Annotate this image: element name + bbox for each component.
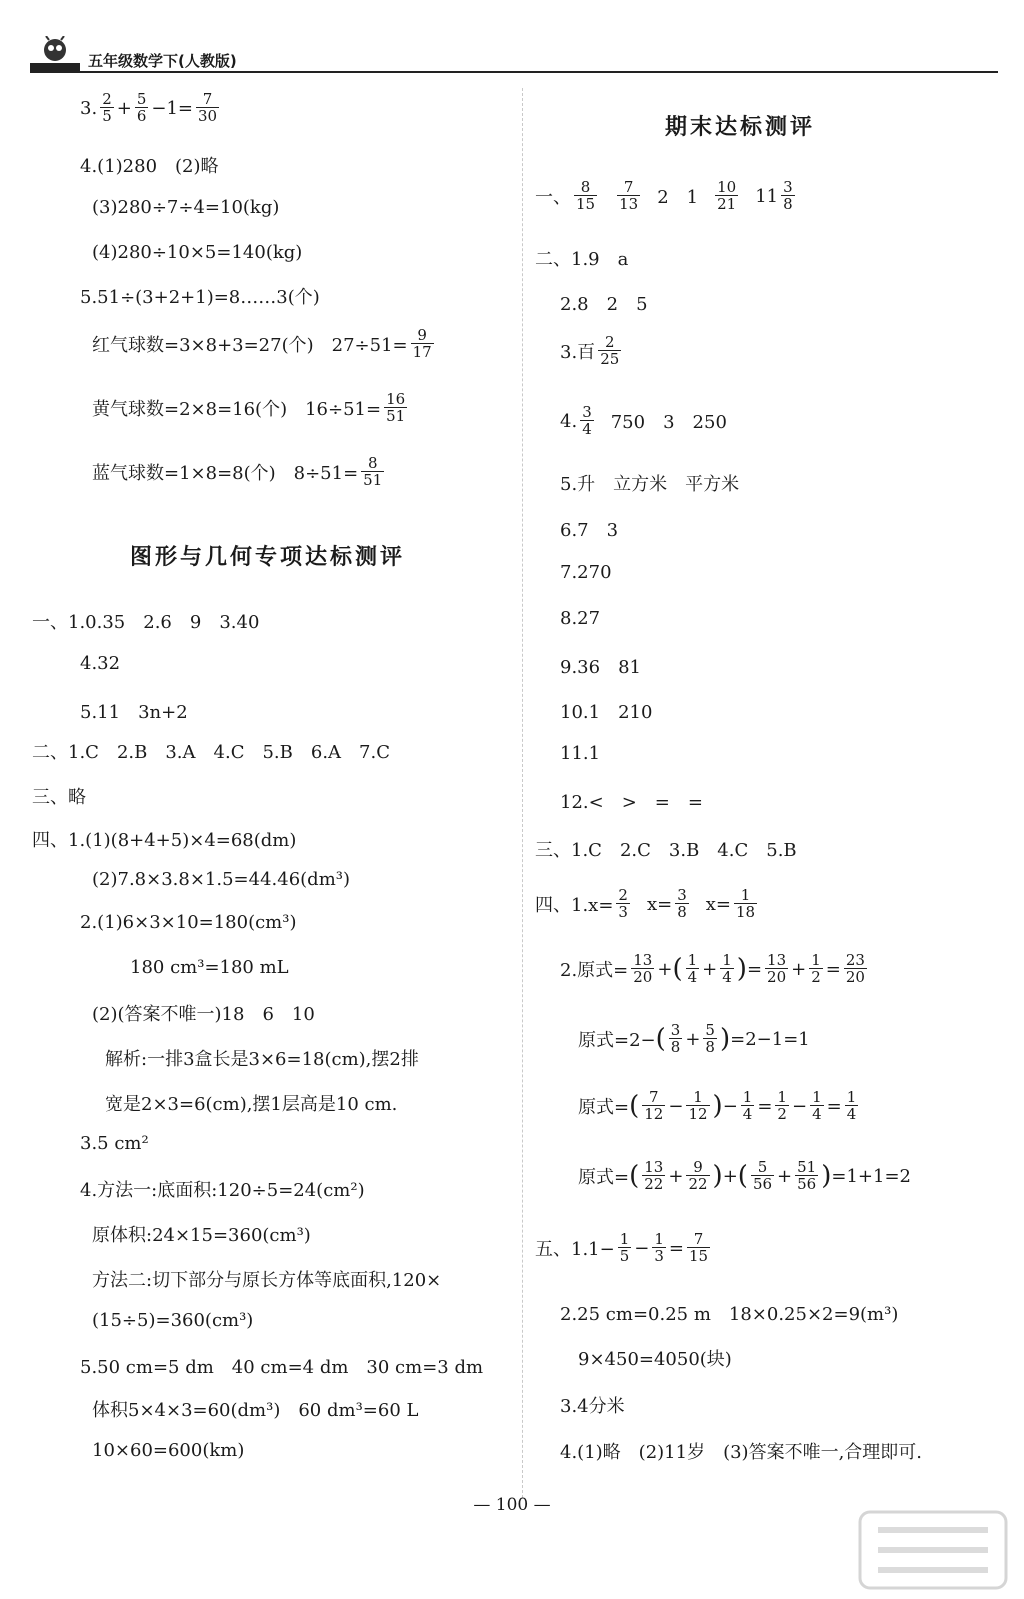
answer-line: 四、1.(1)(8+4+5)×4=68(dm) [32,830,297,851]
answer-line: 3.百 $\frac{2}{25}$ [560,333,620,368]
logo-icon [30,36,80,72]
answer-line: 2.25 cm=0.25 m 18×0.25×2=9(m³) [560,1304,899,1325]
answer-line: (3)280÷7÷4=10(kg) [92,197,280,218]
answer-line: 4. $\frac{3}{4}$ 750 3 250 [560,403,727,438]
answer-line: (2)7.8×3.8×1.5=44.46(dm³) [92,869,351,890]
page-header [30,36,1000,76]
answer-line: 4.(1)略 (2)11岁 (3)答案不唯一,合理即可. [560,1442,923,1463]
answer-line: 4.32 [80,653,121,674]
answer-line: 12.< > = = [560,792,703,813]
answer-line: 解析:一排3盒长是3×6=18(cm),摆2排 [105,1049,419,1070]
answer-line: 6.7 3 [560,520,619,541]
answer-line: 7.270 [560,562,612,583]
page-number: — 100 — [473,1495,551,1515]
answer-line: 原式=2− ( $\frac{3}{8}$ + $\frac{5}{8}$ ) =2−1=1 [578,1021,810,1056]
answer-line: 3. $\frac{2}{5}$ + $\frac{5}{6}$ −1= $\frac{7}{30}$ [80,90,218,125]
answer-line: (4)280÷10×5=140(kg) [92,242,303,263]
answer-line: 黄气球数=2×8=16(个) 16÷51= $\frac{16}{51}$ [92,390,406,425]
answer-line: 宽是2×3=6(cm),摆1层高是10 cm. [105,1094,398,1115]
answer-line: 5.升 立方米 平方米 [560,474,740,495]
header-rule [30,71,998,73]
answer-line: 五、1.1− $\frac{1}{5}$ − $\frac{1}{3}$ = $\frac{7}{15}$ [535,1230,709,1265]
book-title: 五年级数学下(人教版) [88,52,237,70]
answer-line: 二、1.9 a [535,249,629,270]
answer-line: 蓝气球数=1×8=8(个) 8÷51= $\frac{8}{51}$ [92,454,383,489]
answer-line: 四、1.x= $\frac{2}{3}$ x= $\frac{3}{8}$ x= $\frac{1}{18}$ [535,886,756,921]
answer-line: 5.11 3n+2 [80,702,188,723]
answer-line: 三、1.C 2.C 3.B 4.C 5.B [535,840,797,861]
answer-line: 一、 $\frac{8}{15}$ $\frac{7}{13}$ 2 1 $\frac{10}{21}$ 11 $\frac{3}{8}$ [535,178,793,213]
answer-line: 9×450=4050(块) [578,1349,732,1370]
answer-line: 红气球数=3×8+3=27(个) 27÷51= $\frac{9}{17}$ [92,326,432,361]
answer-line: 10.1 210 [560,702,653,723]
answer-line: 5.50 cm=5 dm 40 cm=4 dm 30 cm=3 dm [80,1357,484,1378]
answer-line: 原体积:24×15=360(cm³) [92,1225,311,1246]
answer-line: 4.(1)280 (2)略 [80,156,219,177]
answer-line: 二、1.C 2.B 3.A 4.C 5.B 6.A 7.C [32,742,390,763]
answer-line: 原式= ( $\frac{7}{12}$ − $\frac{1}{12}$ ) − $\frac{1}{4}$ = $\frac{1}{2}$ − $\frac{1}{4}$ = $\frac{1}{4}$ [578,1088,857,1123]
answer-line: 8.27 [560,608,601,629]
answer-line: 2.8 2 5 [560,294,648,315]
answer-line: 2.原式= $\frac{13}{20}$ + ( $\frac{1}{4}$ + $\frac{1}{4}$ ) = $\frac{13}{20}$ + $\frac{1}{2}$ = $\frac{23}{20}$ [560,951,865,986]
section-title: 期末达标测评 [665,115,816,140]
watermark-logo-icon [858,1510,1008,1590]
answer-line: 4.方法一:底面积:120÷5=24(cm²) [80,1180,365,1201]
column-divider [522,88,523,1498]
answer-line: 10×60=600(km) [92,1440,245,1461]
answer-line: 方法二:切下部分与原长方体等底面积,120× [92,1270,442,1291]
answer-line: 11.1 [560,743,601,764]
answer-line: (15÷5)=360(cm³) [92,1310,254,1331]
answer-line: 体积5×4×3=60(dm³) 60 dm³=60 L [92,1400,419,1421]
answer-line: 180 cm³=180 mL [130,957,289,978]
answer-line: 原式= ( $\frac{13}{22}$ + $\frac{9}{22}$ ) + ( $\frac{5}{56}$ + $\frac{51}{56}$ ) =1+1=2 [578,1158,911,1193]
answer-line: 2.(1)6×3×10=180(cm³) [80,912,297,933]
answer-line: 三、略 [32,787,86,808]
answer-line: 3.5 cm² [80,1133,149,1154]
section-title: 图形与几何专项达标测评 [130,545,406,570]
answer-line: 3.4分米 [560,1396,625,1417]
answer-line: (2)(答案不唯一)18 6 10 [92,1004,315,1025]
answer-line: 一、1.0.35 2.6 9 3.40 [32,612,260,633]
answer-line: 9.36 81 [560,657,641,678]
answer-line: 5.51÷(3+2+1)=8……3(个) [80,287,320,308]
